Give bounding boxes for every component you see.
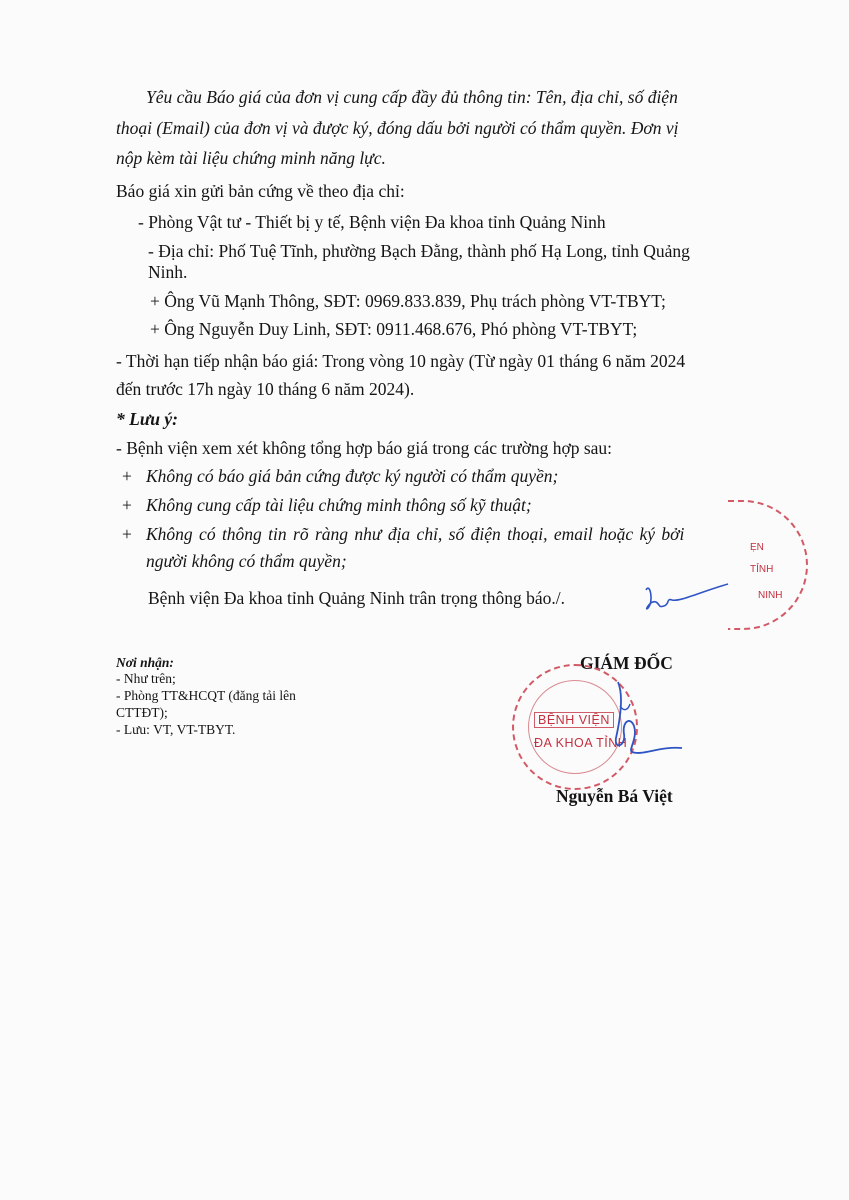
- closing-line: Bệnh viện Đa khoa tỉnh Quảng Ninh trân trọng thông báo./.: [148, 588, 566, 608]
- request-line-3: nộp kèm tài liệu chứng minh năng lực.: [116, 148, 386, 168]
- note-item-2: Không cung cấp tài liệu chứng minh thông số kỹ thuật;: [146, 495, 532, 515]
- request-line-2: thoại (Email) của đơn vị và được ký, đóng dấu bởi người có thẩm quyền. Đơn vị: [116, 118, 679, 138]
- signer-name: Nguyễn Bá Việt: [556, 786, 673, 806]
- note-bullet-1: +: [122, 466, 132, 486]
- recipient-line-3: CTTĐT);: [116, 705, 168, 720]
- seal-partial-text-1: ẸN: [750, 542, 764, 553]
- address-line-1: - Địa chỉ: Phố Tuệ Tĩnh, phường Bạch Đằng, thành phố Hạ Long, tỉnh Quảng: [148, 241, 690, 261]
- note-title: * Lưu ý:: [116, 409, 179, 429]
- seal-partial-text-3: NINH: [758, 590, 783, 601]
- address-line-2: Ninh.: [148, 262, 188, 282]
- contact-1: + Ông Vũ Mạnh Thông, SĐT: 0969.833.839, Phụ trách phòng VT-TBYT;: [150, 291, 666, 311]
- note-bullet-2: +: [122, 495, 132, 515]
- request-line-1: Yêu cầu Báo giá của đơn vị cung cấp đầy đủ thông tin: Tên, địa chỉ, số điện: [146, 87, 678, 107]
- note-item-3: Không có thông tin rõ ràng như địa chỉ, số điện thoại, email hoặc ký bởi: [146, 524, 685, 544]
- address-intro: Báo giá xin gửi bản cứng về theo địa chỉ:: [116, 181, 405, 201]
- recipients-title: Nơi nhận:: [116, 655, 174, 670]
- director-signature: [590, 676, 690, 786]
- recipient-line-2: - Phòng TT&HCQT (đăng tải lên: [116, 688, 296, 703]
- note-item-3-cont: người không có thẩm quyền;: [146, 551, 347, 571]
- deadline-line-2: đến trước 17h ngày 10 tháng 6 năm 2024).: [116, 379, 415, 399]
- note-intro: - Bệnh viện xem xét không tổng hợp báo giá trong các trường hợp sau:: [116, 438, 613, 458]
- seal-text-1: BỆNH VIỆN: [534, 712, 614, 728]
- seal-partial-text-2: TỈNH: [750, 564, 774, 575]
- contact-2: + Ông Nguyễn Duy Linh, SĐT: 0911.468.676, Phó phòng VT-TBYT;: [150, 319, 638, 339]
- seal-text-2: ĐA KHOA TỈNH: [534, 736, 628, 750]
- note-bullet-3: +: [122, 524, 132, 544]
- signature-mark: [640, 578, 732, 622]
- signer-role: GIÁM ĐỐC: [580, 653, 673, 673]
- recipient-line-1: - Như trên;: [116, 671, 176, 686]
- recipient-line-4: - Lưu: VT, VT-TBYT.: [116, 722, 236, 737]
- seal-partial: [728, 500, 808, 630]
- deadline-line-1: - Thời hạn tiếp nhận báo giá: Trong vòng 10 ngày (Từ ngày 01 tháng 6 năm 2024: [116, 351, 686, 371]
- note-item-1: Không có báo giá bản cứng được ký người có thẩm quyền;: [146, 466, 559, 486]
- address-department: - Phòng Vật tư - Thiết bị y tế, Bệnh viện Đa khoa tỉnh Quảng Ninh: [138, 212, 606, 232]
